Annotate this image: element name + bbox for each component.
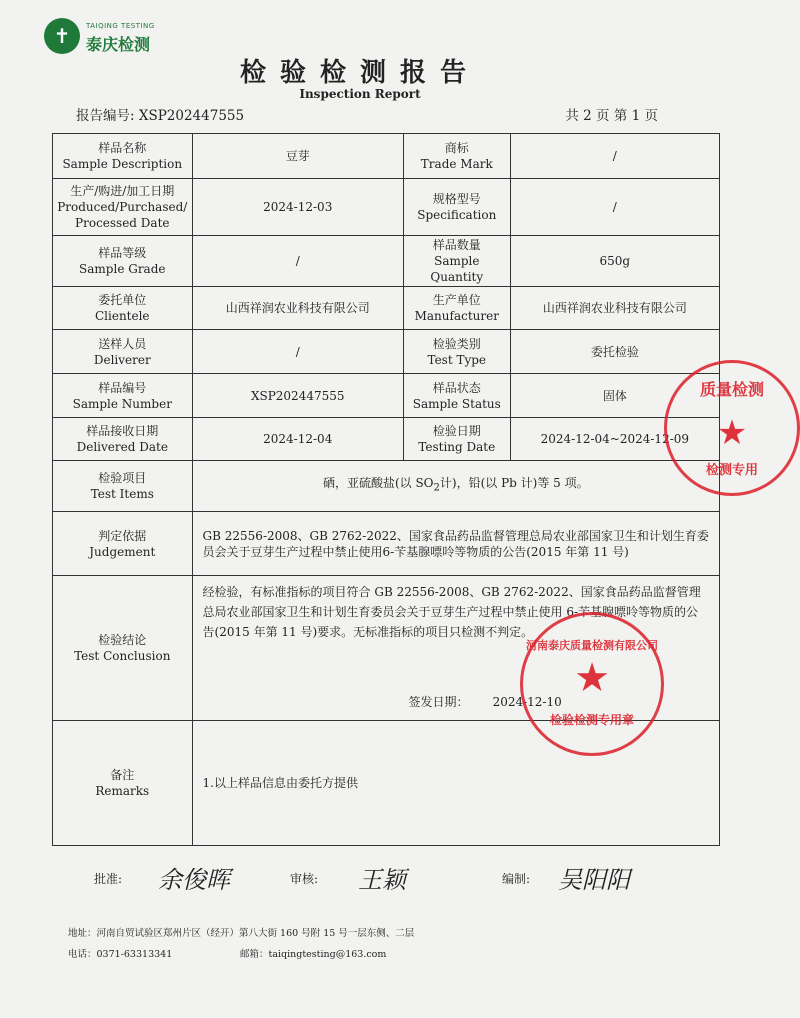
report-title: 检验检测报告 [239, 58, 480, 88]
field-label: 样品名称 Sample Description [53, 134, 193, 179]
field-value: / [510, 134, 719, 179]
field-label: 检验日期 Testing Date [403, 418, 510, 461]
field-label: 检验类别 Test Type [403, 330, 510, 374]
table-row [53, 374, 720, 418]
field-value: 山西祥润农业科技有限公司 [192, 287, 403, 330]
table-row [53, 330, 720, 374]
approve-label: 批准: [94, 872, 123, 886]
field-label: 样品数量 Sample Quantity [403, 236, 510, 287]
approve-signature: 余俊晖 [158, 866, 230, 894]
field-label: 生产单位 Manufacturer [403, 287, 510, 330]
signature-row [0, 858, 720, 898]
field-value: 2024-12-04 [192, 418, 403, 461]
table-row [53, 134, 720, 179]
review-label: 审核: [290, 872, 319, 886]
compile-signature: 吴阳阳 [558, 866, 630, 894]
field-label: 检验结论 Test Conclusion [53, 576, 193, 721]
table-row [53, 287, 720, 330]
company-seal: 河南泰庆质量检测有限公司 ★ 检验检测专用章 [520, 612, 664, 756]
field-value: 山西祥润农业科技有限公司 [510, 287, 719, 330]
field-value: / [192, 236, 403, 287]
field-label: 商标 Trade Mark [403, 134, 510, 179]
conclusion-value: 经检验，有标准指标的项目符合 GB 22556-2008、GB 2762-2022、国家食品药品监督管理总局农业部国家卫生和计划生育委员会关于豆芽生产过程中禁止使用 6-苄基腺嘌呤等物质的公告(2015 年第 11 号)要求。无标准指标的项目只检测不判定。 [202, 585, 701, 639]
compile-label: 编制: [502, 872, 531, 886]
footer-email: 邮箱：taiqingtesting@163.com [240, 949, 387, 960]
field-label: 规格型号 Specification [403, 179, 510, 236]
field-label: 样品编号 Sample Number [53, 374, 193, 418]
star-icon: ★ [574, 655, 610, 701]
field-label: 备注 Remarks [53, 721, 193, 846]
field-label: 判定依据 Judgement [53, 512, 193, 576]
footer-address: 地址：河南自贸试验区郑州片区（经开）第八大街 160 号附 15 号一层东侧、二层 [68, 928, 415, 939]
test-items-value: 硒，亚硫酸盐(以 $SO_2$计)，铅(以 Pb 计)等 5 项。 [192, 461, 719, 512]
field-label: 样品等级 Sample Grade [53, 236, 193, 287]
test-items-row [53, 461, 720, 512]
remarks-value: 1.以上样品信息由委托方提供 [192, 721, 719, 846]
report-number: 报告编号: XSP202447555 [76, 108, 245, 124]
logo-cn-text: 泰庆检测 [86, 35, 151, 54]
table-row [53, 236, 720, 287]
field-label: 送样人员 Deliverer [53, 330, 193, 374]
field-label: 生产/购进/加工日期 Produced/Purchased/ Processed Date [53, 179, 193, 236]
field-label: 样品状态 Sample Status [403, 374, 510, 418]
field-value: 委托检验 [510, 330, 719, 374]
issue-date: 签发日期： 2024-12-10 [408, 695, 562, 709]
field-value: / [510, 179, 719, 236]
field-value: XSP202447555 [192, 374, 403, 418]
field-value: 2024-12-04~2024-12-09 [510, 418, 719, 461]
report-subtitle: Inspection Report [299, 87, 421, 101]
field-value: 650g [510, 236, 719, 287]
review-signature: 王颖 [358, 866, 406, 894]
star-icon: ★ [716, 413, 748, 453]
page-count: 共 2 页 第 1 页 [565, 108, 658, 124]
footer-phone: 电话：0371-63313341 [68, 949, 173, 960]
logo-emblem-icon: ✝ [44, 18, 80, 54]
table-row [53, 179, 720, 236]
field-value: 豆芽 [192, 134, 403, 179]
field-value: / [192, 330, 403, 374]
judgement-row [53, 512, 720, 576]
judgement-value: GB 22556-2008、GB 2762-2022、国家食品药品监督管理总局农业部国家卫生和计划生育委员会关于豆芽生产过程中禁止使用6-苄基腺嘌呤等物质的公告(2015 年第 11 号) [192, 512, 719, 576]
field-value: 2024-12-03 [192, 179, 403, 236]
edge-seal: 质量检测 ★ 检测专用 [664, 360, 800, 496]
field-value: 固体 [510, 374, 719, 418]
table-row [53, 418, 720, 461]
field-label: 检验项目 Test Items [53, 461, 193, 512]
logo-en-text: TAIQING TESTING [86, 22, 155, 30]
field-label: 样品接收日期 Delivered Date [53, 418, 193, 461]
field-label: 委托单位 Clientele [53, 287, 193, 330]
